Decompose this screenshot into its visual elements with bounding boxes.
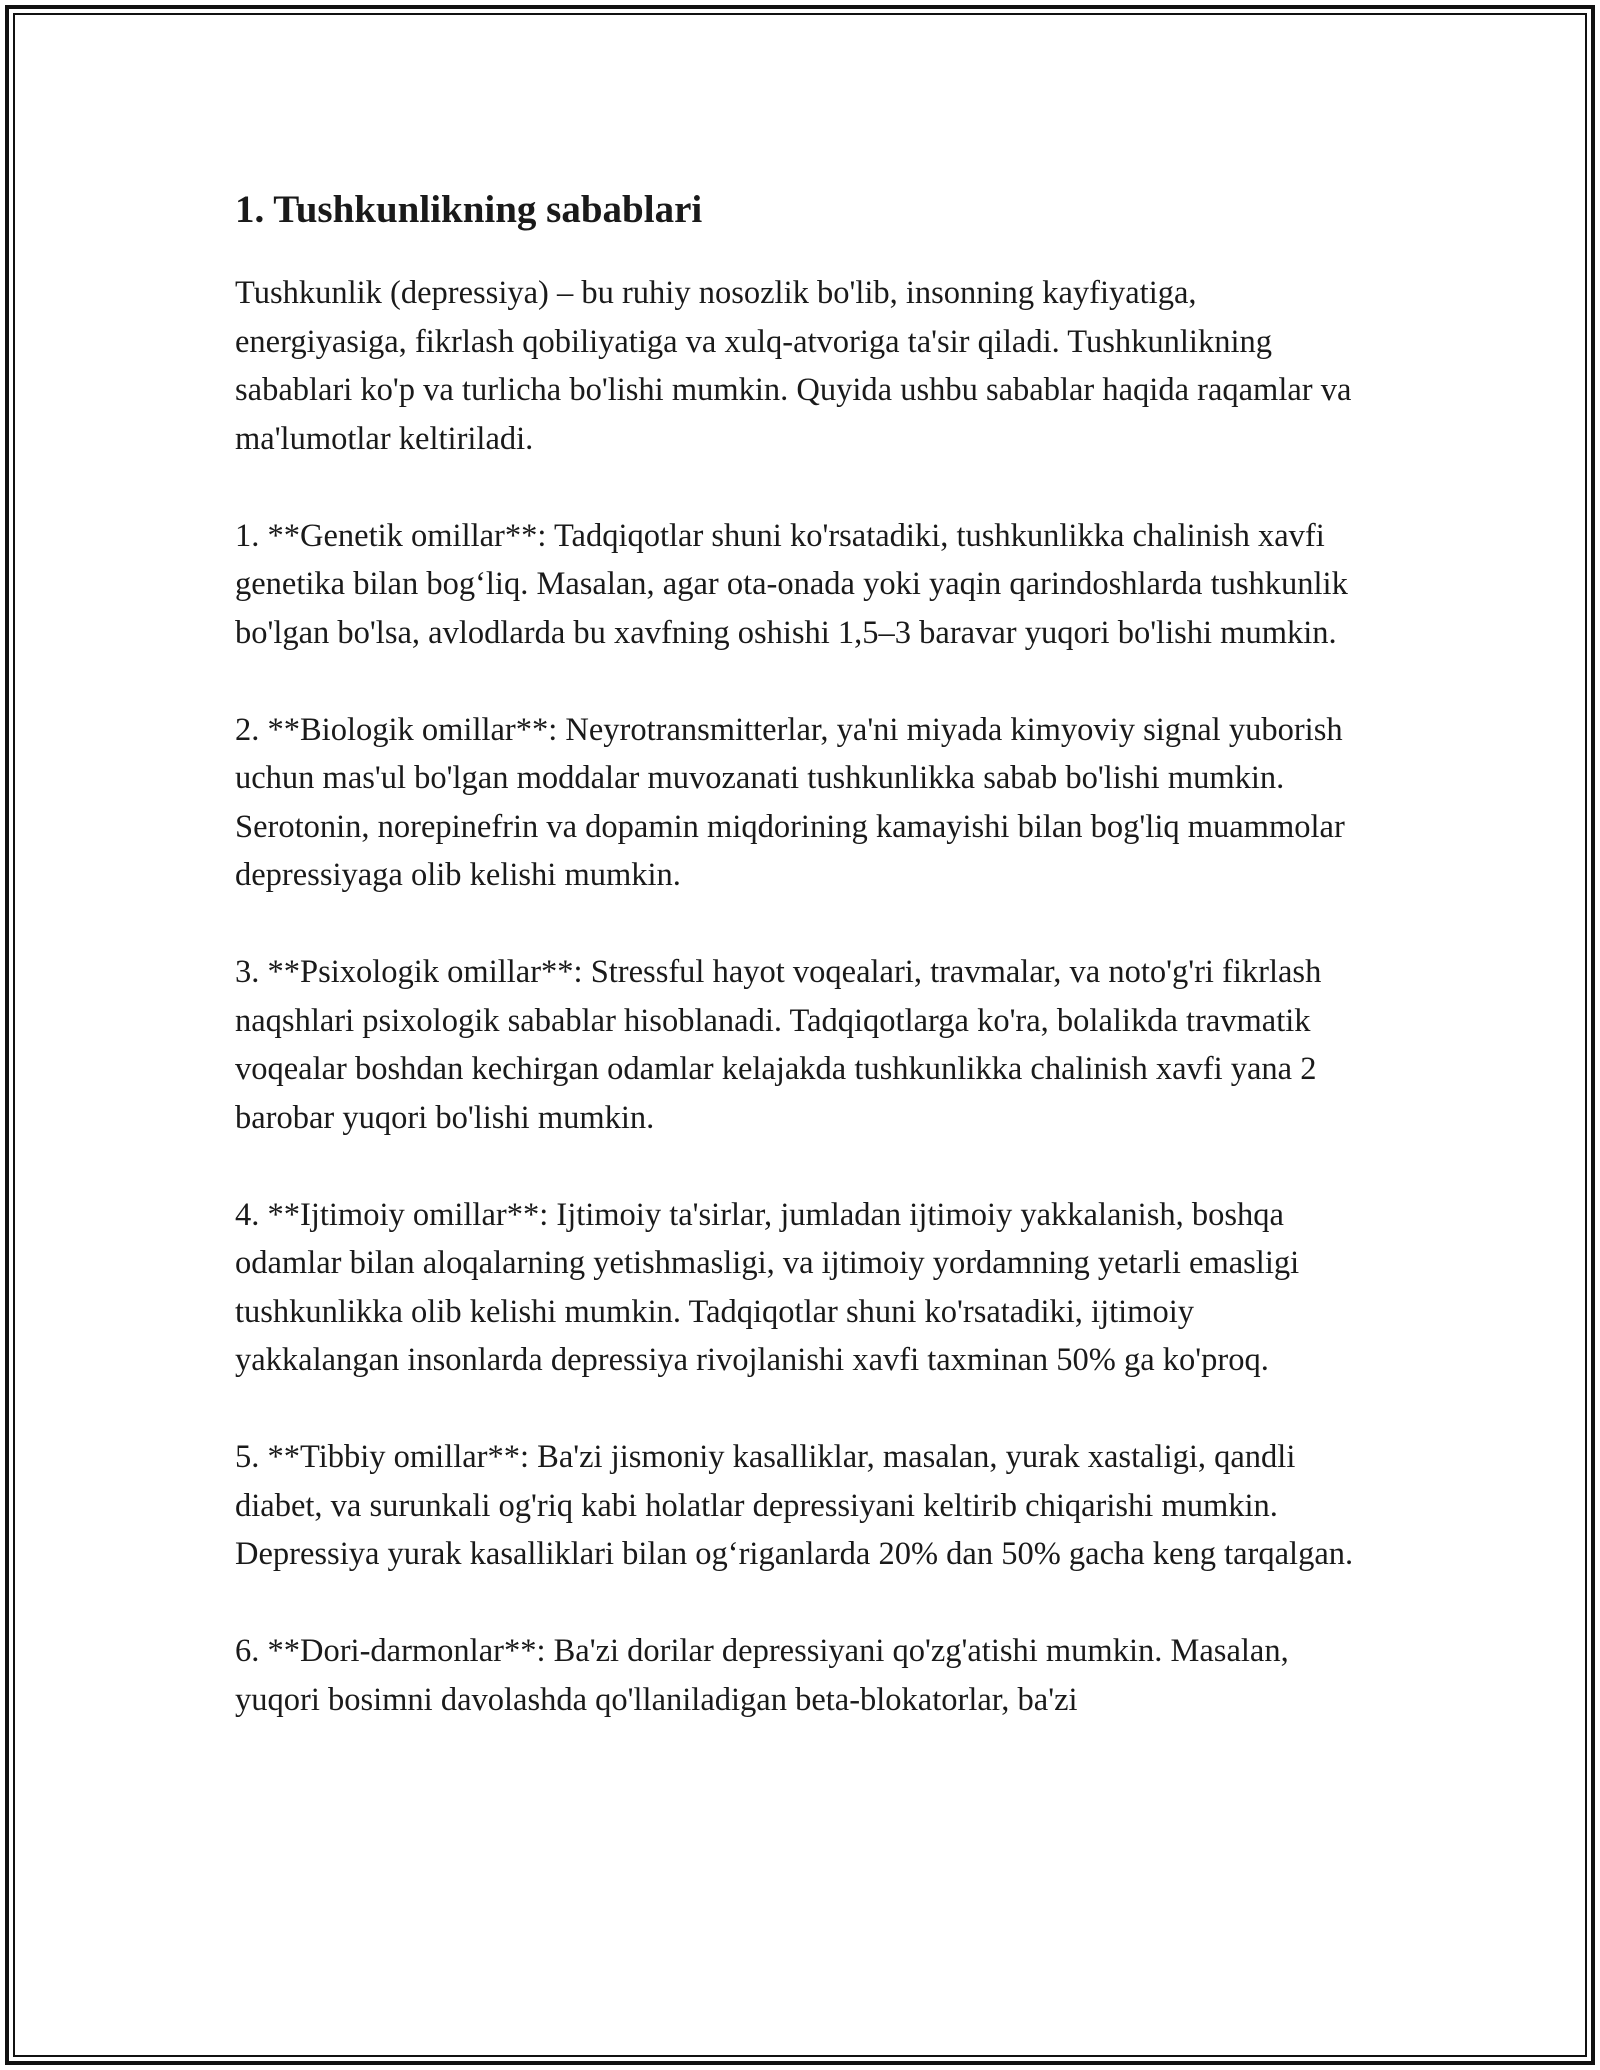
intro-paragraph: Tushkunlik (depressiya) – bu ruhiy nosozlik bo'lib, insonning kayfiyatiga, energiyasiga, fikrlash qobiliyatiga va xulq-atvoriga ta'sir qiladi. Tushkunlikning sabablari ko'p va turlicha bo'lishi mumkin. Quyida ushbu sabablar haqida raqamlar va ma'lumotlar keltiriladi. — [235, 275, 1352, 457]
paragraph-genetic-factors: 1. **Genetik omillar**: Tadqiqotlar shuni ko'rsatadiki, tushkunlikka chalinish xavfi genetika bilan bog‘liq. Masalan, agar ota-onada yoki yaqin qarindoshlarda tushkunlik bo'lgan bo'lsa, avlodlarda bu xavfning oshishi 1,5–3 baravar yuqori bo'lishi mumkin. — [235, 517, 1348, 651]
document-body — [235, 185, 1365, 1773]
paragraph-biological-factors: 2. **Biologik omillar**: Neyrotransmitterlar, ya'ni miyada kimyoviy signal yuborish uchun mas'ul bo'lgan moddalar muvozanati tushkunlikka sabab bo'lishi mumkin. Serotonin, norepinefrin va dopamin miqdorining kamayishi bilan bog'liq muammolar depressiyaga olib kelishi mumkin. — [235, 711, 1345, 893]
paragraph-psychological-factors: 3. **Psixologik omillar**: Stressful hayot voqealari, travmalar, va noto'g'ri fikrlash naqshlari psixologik sabablar hisoblanadi. Tadqiqotlarga ko'ra, bolalikda travmatik voqealar boshdan kechirgan odamlar kelajakda tushkunlikka chalinish xavfi yana 2 barobar yuqori bo'lishi mumkin. — [235, 954, 1322, 1136]
section-title: 1. Tushkunlikning sabablari — [235, 188, 703, 231]
paragraph-medical-factors: 5. **Tibbiy omillar**: Ba'zi jismoniy kasalliklar, masalan, yurak xastaligi, qandli diabet, va surunkali og'riq kabi holatlar depressiyani keltirib chiqarishi mumkin. Depressiya yurak kasalliklari bilan og‘riganlarda 20% dan 50% gacha keng tarqalgan. — [235, 1439, 1354, 1572]
paragraph-social-factors: 4. **Ijtimoiy omillar**: Ijtimoiy ta'sirlar, jumladan ijtimoiy yakkalanish, boshqa odamlar bilan aloqalarning yetishmasligi, va ijtimoiy yordamning yetarli emasligi tushkunlikka olib kelishi mumkin. Tadqiqotlar shuni ko'rsatadiki, ijtimoiy yakkalangan insonlarda depressiya rivojlanishi xavfi taxminan 50% ga ko'proq. — [235, 1196, 1300, 1378]
paragraph-medications: 6. **Dori-darmonlar**: Ba'zi dorilar depressiyani qo'zg'atishi mumkin. Masalan, yuqori bosimni davolashda qo'llaniladigan beta-blokatorlar, ba'zi — [235, 1633, 1289, 1718]
